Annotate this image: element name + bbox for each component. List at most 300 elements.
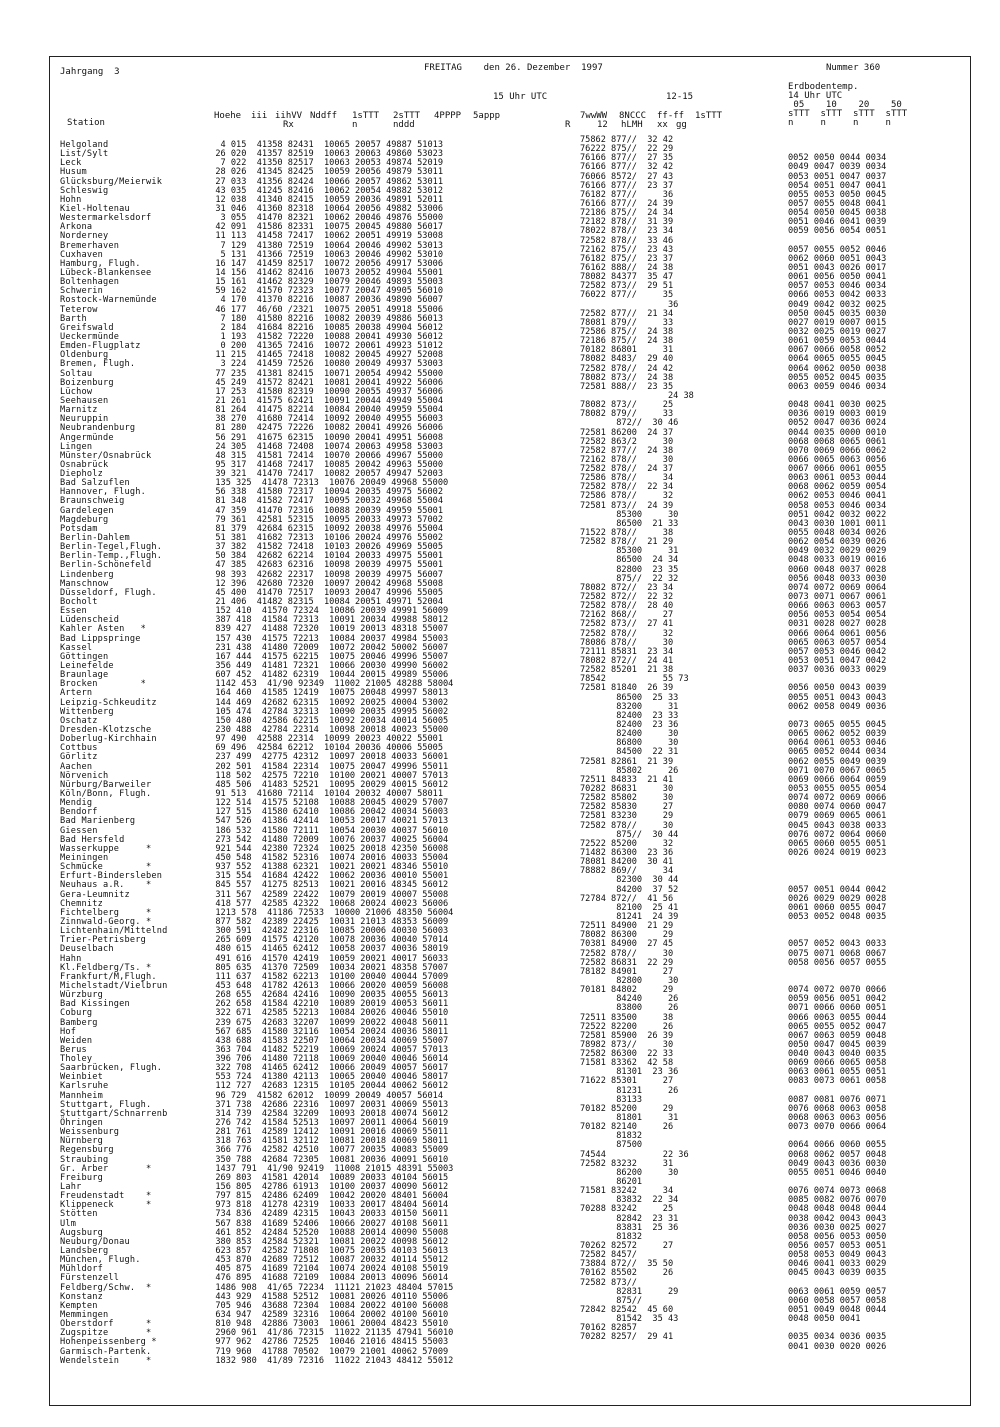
obs15-row: 4 015 41358 82431 10065 20057 49887 51013	[205, 140, 443, 150]
station-name: Mendig	[60, 798, 93, 809]
station-name: Nürnberg	[60, 1136, 103, 1147]
col-gg: gg	[676, 120, 687, 130]
obs15-row: 547 526 41386 42414 10053 20017 40021 57013	[205, 816, 449, 827]
obs15-row: 311 567 42589 22422 10079 20019 40007 55008	[205, 889, 449, 900]
station-list	[60, 141, 220, 1366]
soil-row	[788, 136, 958, 145]
obs12-row: 82400 23 33	[580, 710, 679, 721]
obs12-row: 76182 875// 23 37	[580, 253, 674, 264]
obs15-row: 567 838 41689 52406 10066 20027 40108 56011	[205, 1218, 449, 1229]
station-name: Augsburg	[60, 1227, 103, 1238]
obs12-row: 76066 8572/ 27 43	[580, 171, 674, 182]
soil-row: 0056 0053 0054 0054	[788, 610, 887, 621]
soil-row: 0079 0069 0065 0061	[788, 811, 887, 822]
obs12-row: 875//	[580, 1295, 643, 1306]
station-name: Kempten	[60, 1300, 98, 1311]
soil-row: 0062 0054 0039 0026	[788, 537, 887, 548]
obs12-row: 81832	[580, 1231, 643, 1242]
obs12-row: 86500 25 33	[580, 692, 679, 703]
obs15-row: 314 739 42584 32209 10093 20018 40074 56012	[205, 1108, 449, 1119]
station-name: Klippeneck *	[60, 1200, 152, 1211]
soil-row: 0064 0066 0060 0055	[788, 1140, 887, 1151]
station-name: Neuburg/Donau	[60, 1236, 130, 1247]
obs15-row: 21 406 41482 82315 10084 20051 49971 52004	[205, 597, 443, 608]
soil-row: 0048 0050 0041	[788, 1314, 861, 1325]
station-name: Aachen	[60, 761, 93, 772]
soil-row: 0059 0056 0051 0042	[788, 994, 887, 1005]
station-name: Schmücke *	[60, 862, 152, 873]
obs15-row: 144 469 42682 62315 10092 20025 40004 53002	[205, 697, 449, 708]
obs15-row: 719 960 41788 70502 10079 21001 40062 57009	[205, 1346, 449, 1357]
soil-row: 0041 0030 0020 0026	[788, 1341, 887, 1352]
obs12-row: 83200 31	[580, 701, 679, 712]
soil-row: 0068 0068 0065 0061	[788, 436, 887, 447]
day-date: FREITAG den 26. Dezember 1997	[424, 63, 603, 73]
station-name: Arkona	[60, 222, 93, 233]
obs15-row: 877 582 42389 22425 10031 21013 48353 56009	[205, 916, 449, 927]
soil-row: 0051 0046 0041 0039	[788, 217, 887, 228]
obs15-row: 26 020 41357 82519 10063 20063 49860 53023	[205, 149, 443, 160]
obs15-row: 11 113 41458 72417 10062 20051 49919 53008	[205, 231, 443, 242]
station-name: Bremerhaven	[60, 240, 120, 251]
obs15-row: 450 548 41582 52316 10074 20016 40033 55004	[205, 852, 449, 863]
station-name: Landsberg	[60, 1246, 109, 1257]
obs12-row: 70181 84802 29	[580, 985, 674, 996]
station-name: Mühldorf	[60, 1264, 103, 1275]
obs12-row: 70182 86801 31	[580, 345, 674, 356]
station-name: Meiningen	[60, 852, 109, 863]
obs12-row: 76022 877// 35	[580, 290, 674, 301]
obs15-row: 281 761 42589 12412 10091 20016 40069 55011	[205, 1127, 449, 1138]
obs15-row: 380 853 42584 52321 10081 20022 40098 56012	[205, 1236, 449, 1247]
obs12-row: 70262 82572 27	[580, 1241, 674, 1252]
obs12-row: 78082 873// 25	[580, 400, 674, 411]
obs12-row: 84200 37 52	[580, 884, 679, 895]
obs15-row: 157 430 41575 72213 10084 20037 49984 55003	[205, 633, 449, 644]
station-name: Potsdam	[60, 523, 98, 534]
obs12-row: 72582 872// 22 32	[580, 592, 674, 603]
obs15-row: 418 577 42585 42322 10068 20024 40023 56006	[205, 898, 449, 909]
soil-row: 0068 0062 0059 0054	[788, 482, 887, 493]
col-nddd: nddd	[393, 120, 415, 130]
station-name: Bad Salzuflen	[60, 478, 130, 489]
soil-row: 0063 0061 0059 0057	[788, 1286, 887, 1297]
soil-row: 0048 0033 0019 0016	[788, 555, 887, 566]
station-name: Schwerin	[60, 286, 103, 297]
col-8nccc: 8NCCC	[619, 111, 647, 121]
obs12-row: 72522 85200 32	[580, 838, 674, 849]
obs15-row: 47 359 41470 72316 10088 20039 49959 55001	[205, 505, 443, 516]
obs12-row: 78982 873// 30	[580, 1039, 674, 1050]
obs15-row: 453 870 42689 72512 10087 20032 40114 55012	[205, 1255, 449, 1266]
obs12-row: 78082 84377 35 47	[580, 272, 674, 283]
soil-row: 0026 0029 0029 0028	[788, 893, 887, 904]
obs12-row: 85300 31	[580, 546, 679, 557]
obs12-row: 74544 22 36	[580, 1149, 689, 1160]
obs12-row: 875// 30 44	[580, 829, 679, 840]
soil-row: 0075 0071 0068 0067	[788, 948, 887, 959]
obs15-row: 81 379 42684 62315 10092 20038 49976 55004	[205, 523, 443, 534]
station-name: Lüchow	[60, 386, 93, 397]
col-xx: xx	[657, 120, 668, 130]
soil-row: 0066 0063 0055 0044	[788, 1012, 887, 1023]
obs15-row: 7 129 41380 72519 10064 20046 49902 53013	[205, 240, 443, 251]
issue-number: Nummer 360	[826, 63, 881, 73]
obs15-row: 7 022 41350 82517 10063 20053 49874 52019	[205, 158, 443, 169]
obs15-row: 14 156 41462 82416 10073 20052 49904 55001	[205, 267, 443, 278]
obs12-row: 82300 30 44	[580, 875, 679, 886]
obs12-row: 78082 872// 24 41	[580, 656, 674, 667]
obs15-row: 1437 791 41/90 92419 11008 21015 48391 55003	[205, 1163, 454, 1174]
soil-row: 0076 0072 0064 0060	[788, 829, 887, 840]
obs12-row: 72582 878// 28 40	[580, 601, 674, 612]
station-name: Braunlage	[60, 670, 109, 681]
station-name: Wittenberg	[60, 706, 114, 717]
obs12-row: 78081 879// 33	[580, 317, 674, 328]
obs15-row: 634 947 42589 32316 10064 20002 40100 56010	[205, 1310, 449, 1320]
station-header: Station	[67, 118, 105, 128]
station-name: Glücksburg/Meierwik	[60, 176, 163, 187]
station-name: Weinbiet	[60, 1072, 103, 1083]
obs12-row: 82800 23 35	[580, 564, 679, 575]
obs15-row: 164 460 41585 12419 10075 20048 49997 58013	[205, 688, 449, 699]
station-name: Regensburg	[60, 1145, 114, 1156]
obs12-row: 72582 85201 21 38	[580, 665, 674, 676]
station-name: Cuxhaven	[60, 249, 103, 260]
obs12-row: 76166 877// 23 37	[580, 180, 674, 191]
soil-row: 0052 0050 0044 0034	[788, 153, 887, 164]
station-name: Osnabrück	[60, 459, 109, 470]
obs15-row: 797 815 42486 62409 10042 20020 48401 56004	[205, 1191, 449, 1202]
station-name: Bendorf	[60, 807, 98, 818]
obs15-row: 1 193 41582 72220 10088 20041 49930 56012	[205, 331, 443, 342]
soil-row: 0054 0050 0045 0038	[788, 208, 887, 219]
obs15-row: 269 803 41581 42014 10089 20033 40104 56015	[205, 1172, 449, 1183]
soil-row: 0048 0041 0030 0025	[788, 400, 887, 411]
obs12-row: 82842 23 31	[580, 1213, 679, 1224]
obs15-row: 50 384 42682 62214 10104 20033 49975 55001	[205, 551, 443, 562]
obs15-row: 96 729 41582 62012 10099 20049 40057 56014	[205, 1090, 443, 1101]
col-4pppp: 4PPPP	[434, 111, 462, 121]
obs15-row: 21 261 41575 62421 10091 20044 49949 55004	[205, 395, 443, 406]
soil-row: 0044 0035 0000 0010	[788, 427, 887, 438]
obs12-row: 84240 26	[580, 994, 679, 1005]
obs15-row: 0 200 41365 72416 10072 20061 49923 51012	[205, 341, 443, 352]
station-name: Hamburg, Flugh.	[60, 258, 141, 269]
obs12-row: 71581 83242 34	[580, 1186, 674, 1197]
soil-row: 0049 0047 0039 0034	[788, 162, 887, 173]
col-1sttt-2: 1sTTT	[695, 111, 723, 121]
obs15-row: 461 852 42484 52520 10088 20014 40090 55008	[205, 1227, 449, 1238]
obs12-row: 72582 878// 24 42	[580, 363, 674, 374]
obs15-row: 39 321 41470 72417 10082 20057 49947 52003	[205, 469, 443, 480]
station-name: Garmisch-Partenk.	[60, 1346, 152, 1357]
soil-row: 0062 0060 0051 0043	[788, 253, 887, 264]
soil-row: 0037 0036 0033 0029	[788, 665, 887, 676]
soil-row: 0054 0051 0047 0041	[788, 180, 887, 191]
station-name: Emden-Flugplatz	[60, 341, 141, 352]
soil-row: 0053 0052 0048 0035	[788, 911, 887, 922]
soil-row: 0067 0063 0059 0048	[788, 1030, 887, 1041]
soil-row: 0067 0066 0061 0055	[788, 464, 887, 475]
station-name: Zinnwald-Georg. *	[60, 916, 152, 927]
station-name: Feldberg/Schw. *	[60, 1282, 152, 1293]
obs15-row: 79 361 42581 52315 10095 20033 49973 57002	[205, 514, 443, 525]
obs15-row: 567 685 41580 32116 10054 20024 40036 58011	[205, 1026, 449, 1037]
soil-row: 0073 0070 0066 0064	[788, 1122, 887, 1133]
station-name: Straubing	[60, 1154, 109, 1165]
soil-row: 0066 0065 0063 0056	[788, 454, 887, 465]
soil-row: 0046 0041 0033 0029	[788, 1259, 887, 1270]
station-name: Gardelegen	[60, 505, 114, 516]
station-name: Lüdenscheid	[60, 615, 120, 626]
soil-row: 0060 0048 0037 0028	[788, 564, 887, 575]
obs12-row: 72582 878// 22 34	[580, 482, 674, 493]
station-name: Michelstadt/Vielbrun	[60, 980, 168, 991]
soil-row: 0083 0073 0061 0058	[788, 1076, 887, 1087]
obs15-row: 31 046 41360 82318 10064 20056 49882 53006	[205, 203, 443, 214]
station-name: Freudenstadt *	[60, 1191, 152, 1202]
obs15-row: 553 724 41380 42113 10065 20040 40046 58017	[205, 1072, 449, 1083]
obs15-row: 5 131 41366 72519 10063 20046 49902 53010	[205, 249, 443, 260]
soil-row: 0065 0055 0052 0047	[788, 1021, 887, 1032]
obs12-row: 872// 30 46	[580, 418, 679, 429]
obs12-row: 72582 86831 22 29	[580, 957, 674, 968]
obs12-row: 72162 868// 27	[580, 610, 674, 621]
soil-row: 0055 0053 0050 0045	[788, 189, 887, 200]
obs12-row: 72586 878// 34	[580, 473, 674, 484]
obs15-row: 322 708 41465 62412 10066 20049 40057 56017	[205, 1063, 449, 1074]
station-name: Trier-Petrisberg	[60, 935, 146, 946]
obs12-row: 81231 26	[580, 1085, 679, 1096]
obs12-row: 73884 872// 35 50	[580, 1259, 674, 1270]
obs12-row: 83831 25 36	[580, 1222, 679, 1233]
obs12-row: 78081 84200 30 41	[580, 857, 674, 868]
obs12-row: 76162 888// 24 38	[580, 262, 674, 273]
obs15-row: 476 895 41688 72109 10084 20013 40096 56014	[205, 1273, 449, 1284]
soil-row: 0057 0055 0048 0041	[788, 198, 887, 209]
station-name: Angermünde	[60, 432, 114, 443]
obs12-row: 72582 877// 21 34	[580, 308, 674, 319]
obs15-row: 81 264 41475 82214 10084 20040 49959 55004	[205, 405, 443, 416]
station-name: Leck	[60, 158, 82, 169]
obs12-row: 82400 30	[580, 729, 679, 740]
obs15-row: 2960 961 41/86 72315 11022 21135 47941 56010	[205, 1328, 454, 1339]
soil-row: 0031 0028 0027 0028	[788, 619, 887, 630]
obs15-row: 237 499 42775 42312 10097 20018 40033 56001	[205, 752, 449, 763]
obs12-row: 72182 878// 31 39	[580, 217, 674, 228]
station-name: Köln/Bonn, Flugh.	[60, 788, 152, 799]
obs12-row: 78082 8483/ 29 40	[580, 354, 674, 365]
obs15-row: 453 648 41782 42613 10066 20020 40059 56008	[205, 980, 449, 991]
col-12: 12	[597, 120, 608, 130]
obs15-row: 81 348 41582 72417 10095 20032 49968 55004	[205, 496, 443, 507]
soil-row: 0056 0057 0053 0051	[788, 1241, 887, 1252]
obs15-row: 705 946 43688 72304 10084 20022 40100 56008	[205, 1300, 449, 1311]
soil-row: 0038 0042 0043 0043	[788, 1213, 887, 1224]
soil-row: 0053 0051 0047 0042	[788, 656, 887, 667]
soil-row: 0055 0051 0046 0040	[788, 1167, 887, 1178]
soil-row: 0048 0048 0048 0044	[788, 1204, 887, 1215]
station-name: Soltau	[60, 368, 93, 379]
soil-row: 0073 0065 0055 0045	[788, 720, 887, 730]
obs15-row: 59 162 41570 72323 10077 20047 49905 56010	[205, 286, 443, 297]
obs15-row: 396 706 41480 72118 10069 20040 40046 56014	[205, 1054, 449, 1065]
obs12-row: 78082 879// 33	[580, 409, 674, 420]
obs15-row: 405 875 41689 72104 10074 20024 40108 55019	[205, 1264, 449, 1275]
soil-row: 0066 0064 0061 0056	[788, 628, 887, 639]
soil-row: 0062 0053 0046 0041	[788, 491, 887, 502]
station-name: Neuruppin	[60, 414, 109, 425]
col-rx: Rx	[283, 120, 294, 130]
obs12-row: 71522 878// 38	[580, 528, 674, 539]
soil-row: 0051 0043 0026 0017	[788, 262, 887, 273]
soil-row: 0051 0049 0048 0044	[788, 1305, 887, 1315]
soil-row: 0049 0032 0029 0029	[788, 546, 887, 557]
obs15-row: 122 514 41575 52108 10088 20045 40029 57007	[205, 798, 449, 809]
station-name: Bad Lippspringe	[60, 633, 141, 644]
soil-row: 0053 0051 0047 0037	[788, 171, 887, 182]
obs12-row: 82100 25 41	[580, 902, 679, 913]
station-name: Fürstenzell	[60, 1273, 120, 1284]
station-name: Schleswig	[60, 185, 109, 196]
obs15-row: 805 635 41370 72509 10034 20021 48358 57007	[205, 962, 449, 973]
obs12-row: 72581 85900 26 39	[580, 1030, 674, 1041]
obs12-row: 72581 873// 24 39	[580, 500, 674, 511]
soil-row: 0058 0056 0057 0055	[788, 957, 887, 968]
obs15-row: 977 962 42786 72525 10046 21016 48415 55003	[205, 1337, 449, 1348]
soil-temp-label: Erdbodentemp.	[788, 82, 859, 92]
obs15-row: 839 427 41488 72320 10019 20013 48318 55007	[205, 624, 449, 635]
station-name: Kahler Asten *	[60, 624, 146, 635]
station-name: Lübeck-Blankensee	[60, 267, 152, 278]
station-name: Frankfurt/M,Flugh.	[60, 971, 157, 982]
station-name: Diepholz	[60, 469, 103, 480]
soil-row: 0032 0025 0019 0027	[788, 326, 887, 337]
col-hoehe: Hoehe	[214, 111, 242, 121]
obs12-row: 71622 85301 27	[580, 1076, 674, 1087]
obs15-row: 11 215 41465 72418 10082 20045 49927 52008	[205, 350, 443, 361]
soil-temperatures	[788, 136, 958, 1352]
obs12-row: 72582 85830 27	[580, 802, 674, 813]
obs12-row: 875// 22 32	[580, 573, 679, 584]
soil-depths: 05 10 20 50	[788, 100, 902, 110]
obs12-row: 70162 82857	[580, 1323, 637, 1334]
soil-params: sTTT sTTT sTTT sTTT	[788, 109, 908, 119]
station-name: Giessen	[60, 825, 98, 836]
soil-row: 0063 0059 0046 0034	[788, 381, 887, 392]
obs15-row: 150 480 42586 62215 10092 20034 40014 56005	[205, 715, 449, 726]
obs15-row: 273 542 41480 72009 10076 20037 40025 56004	[205, 834, 449, 845]
station-name: Tholey	[60, 1054, 93, 1065]
station-name: Barth	[60, 313, 87, 324]
station-name: Hannover, Flugh.	[60, 487, 146, 498]
obs15-row: 7 180 41580 82216 10082 20039 49886 56013	[205, 313, 443, 324]
obs12-row: 72582 873// 29 51	[580, 281, 674, 292]
station-name: Helgoland	[60, 140, 109, 150]
obs15-row: 315 554 41684 42422 10062 20036 40010 55001	[205, 871, 449, 882]
station-name: Lahr	[60, 1182, 82, 1193]
soil-row: 0057 0051 0044 0042	[788, 884, 887, 895]
obs12-row: 72582 877// 24 38	[580, 445, 674, 456]
obs15-row: 921 544 42380 72324 10025 20018 42350 56008	[205, 843, 449, 854]
station-name: Berlin-Schönefeld	[60, 560, 152, 571]
obs15-row: 91 513 41680 72114 10104 20032 40007 58011	[205, 788, 443, 799]
col-iihvv: iihVV	[275, 111, 303, 121]
obs15-row: 42 091 41586 82331 10075 20045 49880 56017	[205, 222, 443, 233]
station-name: Deuselbach	[60, 944, 114, 955]
station-name: Lindenberg	[60, 569, 114, 580]
observations-12-15	[580, 136, 730, 1343]
soil-row: 0056 0048 0033 0030	[788, 573, 887, 584]
obs15-row: 56 338 41580 72317 10094 20035 49975 56002	[205, 487, 443, 498]
obs12-row: 81241 24 39	[580, 911, 679, 922]
station-name: Chemnitz	[60, 898, 103, 909]
obs15-row: 300 591 42482 22316 10085 20006 40030 56003	[205, 926, 449, 937]
soil-row: 0058 0056 0053 0050	[788, 1231, 887, 1242]
obs15-row: 37 382 41582 72418 10103 20026 49969 55005	[205, 542, 443, 553]
col-ffff: ff-ff	[657, 111, 685, 121]
obs12-row: 72582 878// 30	[580, 948, 674, 959]
soil-row: 0071 0066 0060 0051	[788, 1003, 887, 1014]
col-n: n	[352, 120, 358, 130]
station-name: Dresden-Klotzsche	[60, 725, 152, 735]
soil-row: 0069 0066 0064 0059	[788, 774, 887, 785]
station-name: Freiburg	[60, 1172, 103, 1183]
obs12-row: 72581 888// 23 35	[580, 381, 674, 392]
obs12-row: 72582 863/2 30	[580, 436, 674, 447]
soil-row: 0027 0019 0007 0015	[788, 317, 887, 328]
soil-row	[788, 858, 958, 867]
soil-row: 0071 0070 0067 0065	[788, 765, 887, 776]
obs15-row: 186 532 41580 72111 10054 20030 40037 56010	[205, 825, 449, 836]
col-2sttt: 2sTTT	[393, 111, 421, 121]
soil-row: 0052 0047 0036 0024	[788, 418, 887, 429]
obs12-row: 72162 878// 30	[580, 454, 674, 465]
obs15-row: 202 501 41584 22314 10075 20047 49996 55011	[205, 761, 449, 772]
obs12-row: 71482 86300 23 36	[580, 847, 674, 858]
obs12-row: 72581 83230 29	[580, 811, 674, 822]
station-name: Berlin-Tegel,Flugh.	[60, 542, 163, 553]
obs12-row: 72581 81840 26 39	[580, 683, 674, 694]
obs12-row: 72582 8457/	[580, 1250, 637, 1261]
obs15-row: 27 033 41356 82424 10066 20057 49862 53011	[205, 176, 443, 187]
soil-row: 0045 0043 0039 0035	[788, 1268, 887, 1279]
range1215-label: 12-15	[666, 92, 694, 102]
obs15-row: 17 253 41580 82319 10090 20055 49937 56006	[205, 386, 443, 397]
soil-row: 0036 0030 0025 0027	[788, 1222, 887, 1233]
soil-row: 0051 0042 0032 0022	[788, 509, 887, 520]
soil-time: 14 Uhr UTC	[788, 91, 843, 101]
soil-row: 0057 0055 0052 0046	[788, 244, 887, 255]
obs15-row: 38 270 41680 72414 10092 20040 49955 56003	[205, 414, 443, 425]
obs15-row: 262 658 41584 42210 10089 20019 40053 56011	[205, 999, 449, 1010]
obs15-row: 480 615 41465 62412 10058 20037 40036 58019	[205, 944, 449, 955]
soil-row: 0057 0053 0046 0034	[788, 281, 887, 292]
soil-row: 0068 0063 0063 0056	[788, 1113, 887, 1124]
station-name: Münster/Osnabrück	[60, 450, 152, 461]
obs12-row: 81542 35 43	[580, 1314, 679, 1325]
station-name: Görlitz	[60, 752, 98, 763]
obs12-row: 86200 30	[580, 1167, 679, 1178]
soil-row: 0065 0060 0055 0051	[788, 838, 887, 849]
obs12-row: 72582 873// 27 41	[580, 619, 674, 630]
soil-row: 0058 0053 0046 0034	[788, 500, 887, 511]
station-name: Ueckermünde	[60, 331, 120, 342]
obs12-row: 75862 877// 32 42	[580, 135, 674, 145]
obs15-row: 12 396 42680 72320 10097 20042 49968 55008	[205, 578, 443, 589]
obs12-row: 72582 83232 31	[580, 1158, 674, 1169]
